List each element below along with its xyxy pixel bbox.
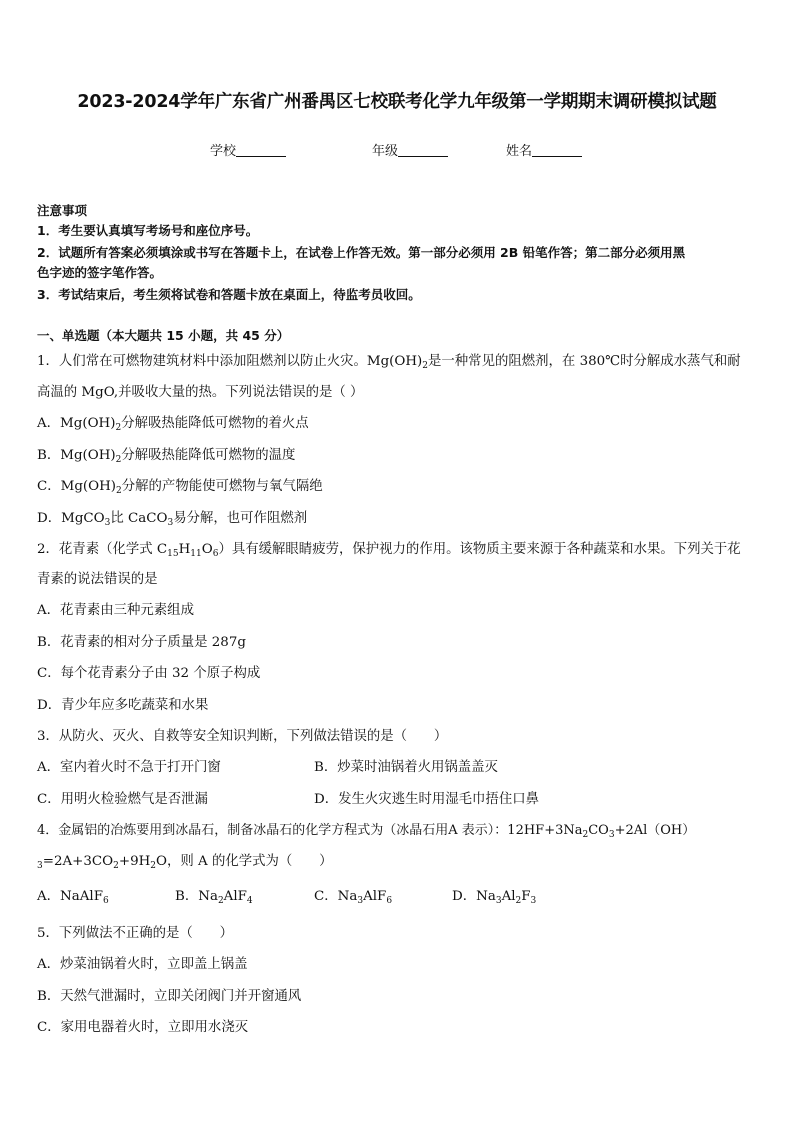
q4-sub-4: 2 [113, 861, 119, 871]
q4-option-c [314, 888, 392, 906]
q2-h: H [178, 542, 191, 557]
q2-sub-3: 6 [212, 549, 219, 559]
q1-option-b [37, 447, 295, 465]
q1-b-sub: 2 [115, 455, 122, 465]
q2-option-b: B．花青素的相对分子质量是 287g [37, 635, 246, 650]
q4-c-text-2: AlF [363, 889, 387, 904]
q1-b-text-2: 分解吸热能降低可燃物的温度 [121, 448, 296, 463]
q4-option-b [175, 888, 253, 906]
name-label: 姓名 [506, 144, 533, 159]
q4-d-sub-1: 3 [495, 896, 502, 906]
grade-field [372, 140, 448, 159]
q2-sub-1: 15 [167, 549, 179, 559]
q1-b-text: B．Mg(OH) [37, 448, 116, 463]
q4-text-2: +2Al（OH） [614, 823, 696, 838]
note-1: 1．考生要认真填写考场号和座位序号。 [37, 223, 259, 238]
q1-c-sub: 2 [116, 486, 122, 496]
q4-d-text-2: Al [501, 889, 516, 904]
q4-sub-1: 2 [582, 830, 589, 840]
q4-d-sub-2: 2 [515, 896, 522, 906]
grade-label: 年级 [372, 144, 399, 159]
q1-d-sub-2: 3 [167, 518, 174, 528]
q4-b-sub-2: 4 [246, 896, 253, 906]
q4-d-text: D．Na [452, 889, 496, 904]
q2-stem-line1 [37, 541, 741, 559]
school-blank [236, 143, 286, 157]
q2-text-2: ）具有缓解眼睛疲劳，保护视力的作用。该物质主要来源于各种蔬菜和水果。下列关于花 [218, 542, 741, 557]
q4-c-sub-1: 3 [357, 896, 364, 906]
q1-d-sub: 3 [104, 518, 111, 528]
name-field [506, 140, 582, 159]
q1-d-text-2: 比 CaCO [110, 511, 168, 526]
q4-d-text-3: F [521, 889, 531, 904]
q1-text: 1．人们常在可燃物建筑材料中添加阻燃剂以防止火灾。Mg(OH) [37, 354, 423, 369]
q5-stem: 5．下列做法不正确的是（ ） [37, 926, 233, 941]
note-2b: 色字迹的签字笔作答。 [37, 265, 163, 280]
q4-b-text-2: AlF [223, 889, 247, 904]
q4-sub-5: 2 [150, 861, 156, 871]
note-3: 3．考试结束后，考生须将试卷和答题卡放在桌面上，待监考员收回。 [37, 287, 421, 302]
q3-stem: 3．从防火、灭火、自救等安全知识判断，下列做法错误的是（ ） [37, 729, 448, 744]
q4-sub-3: 3 [37, 861, 43, 871]
q1-d-text: D．MgCO [37, 511, 105, 526]
q4-c-sub-2: 6 [386, 896, 393, 906]
q3-option-d: D．发生火灾逃生时用湿毛巾捂住口鼻 [314, 792, 539, 807]
section-heading: 一、单选题（本大题共 15 小题，共 45 分） [37, 328, 290, 343]
q3-option-b: B．炒菜时油锅着火用锅盖盖灭 [314, 760, 498, 775]
q4-text-4: +9H [118, 854, 151, 869]
q1-stem-line2: 高温的 MgO,并吸收大量的热。下列说法错误的是（ ） [37, 385, 364, 400]
q5-option-c: C．家用电器着火时，立即用水浇灭 [37, 1020, 249, 1035]
q1-a-text: A．Mg(OH) [37, 416, 116, 431]
q4-text-3: =2A+3CO [42, 854, 114, 869]
q1-a-sub: 2 [115, 423, 122, 433]
q1-option-d [37, 510, 307, 528]
q1-text-2: 是一种常见的阻燃剂，在 380℃时分解成水蒸气和耐 [428, 354, 741, 369]
q4-co: CO [588, 823, 609, 838]
name-blank [532, 143, 582, 157]
q4-b-sub-1: 2 [217, 896, 224, 906]
q1-sub: 2 [422, 361, 429, 371]
q1-a-text-2: 分解吸热能降低可燃物的着火点 [121, 416, 309, 431]
q2-stem-line2: 青素的说法错误的是 [37, 572, 158, 587]
q4-text-5: O，则 A 的化学式为（ ） [156, 854, 333, 869]
q4-stem-line1 [37, 822, 695, 840]
q4-option-a [37, 888, 109, 906]
q1-stem-line1 [37, 353, 741, 371]
q2-o: O [201, 542, 213, 557]
school-label: 学校 [210, 144, 237, 159]
q5-option-b: B．天然气泄漏时，立即关闭阀门并开窗通风 [37, 989, 302, 1004]
q4-a-text: A．NaAlF [37, 889, 104, 904]
q2-sub-2: 11 [190, 549, 202, 559]
q4-b-text: B．Na [175, 889, 218, 904]
q4-a-sub: 6 [103, 896, 109, 906]
notes-heading: 注意事项 [37, 203, 88, 218]
q4-c-text: C．Na [314, 889, 358, 904]
grade-blank [398, 143, 448, 157]
q1-c-text-2: 分解的产物能使可燃物与氧气隔绝 [121, 479, 323, 494]
q2-option-a: A．花青素由三种元素组成 [37, 603, 194, 618]
q4-text: 4．金属铝的冶炼要用到冰晶石，制备冰晶石的化学方程式为（冰晶石用A 表示）：12HF+3Na [37, 823, 583, 838]
q1-option-c [37, 478, 323, 496]
q5-option-a: A．炒菜油锅着火时，立即盖上锅盖 [37, 957, 248, 972]
q2-option-c: C．每个花青素分子由 32 个原子构成 [37, 666, 261, 681]
q4-d-sub-3: 3 [530, 896, 537, 906]
q1-option-a [37, 415, 309, 433]
q4-stem-line2 [37, 853, 332, 871]
q2-text: 2．花青素（化学式 C [37, 542, 168, 557]
q3-option-a: A．室内着火时不急于打开门窗 [37, 760, 221, 775]
q1-d-text-3: 易分解，也可作阻燃剂 [173, 511, 308, 526]
note-2a: 2．试题所有答案必须填涂或书写在答题卡上，在试卷上作答无效。第一部分必须用 2B 铅笔作答；第二部分必须用黑 [37, 245, 686, 260]
q2-option-d: D．青少年应多吃蔬菜和水果 [37, 698, 209, 713]
q4-option-d [452, 888, 536, 906]
page-title: 2023-2024学年广东省广州番禺区七校联考化学九年级第一学期期末调研模拟试题 [77, 92, 717, 112]
q1-c-text: C．Mg(OH) [37, 479, 117, 494]
q3-option-c: C．用明火检验燃气是否泄漏 [37, 792, 208, 807]
school-field [210, 140, 286, 159]
q4-sub-2: 3 [608, 830, 615, 840]
